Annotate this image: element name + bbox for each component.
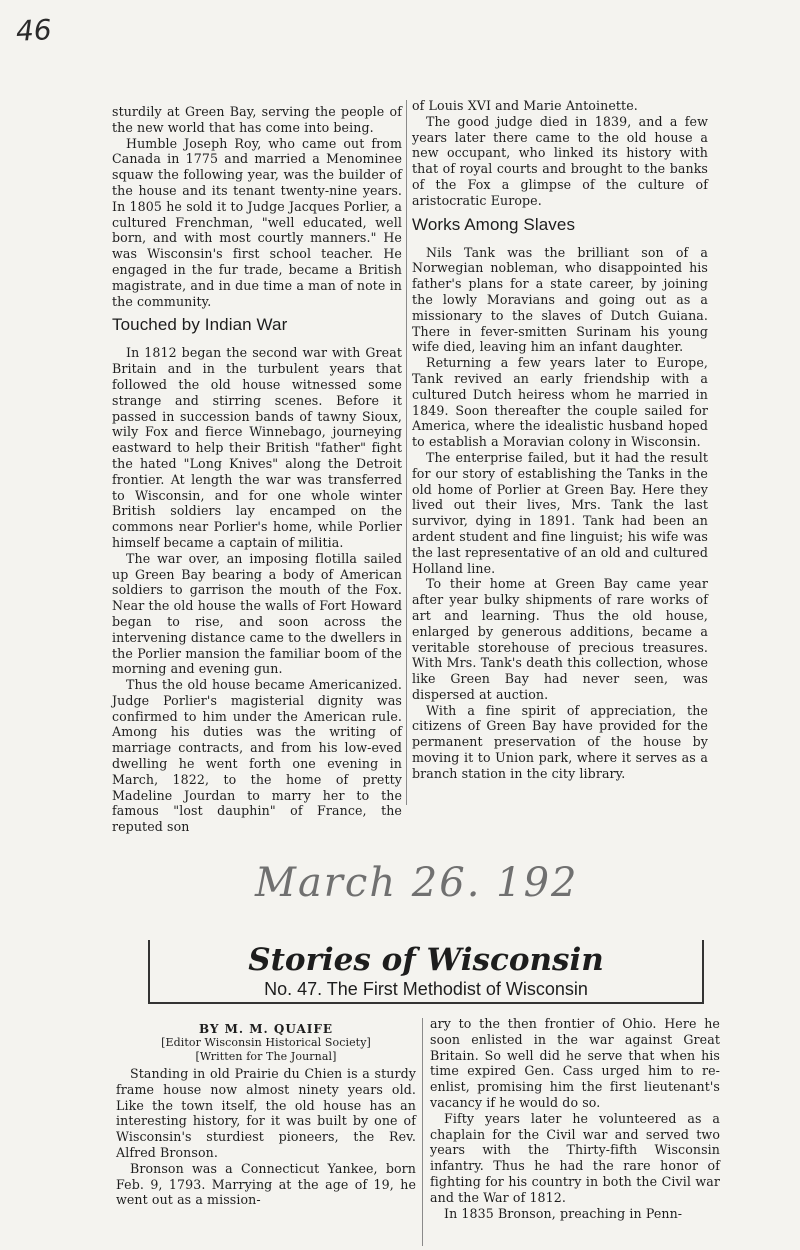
paragraph: In 1835 Bronson, preaching in Penn- [444, 1205, 683, 1221]
paragraph: With a fine spirit of appreciation, the citizens of Green Bay have provided for the permanent preservation of the house by moving it to Union park, where it serves as a branch station in the city library. [412, 702, 708, 781]
handwritten-date: March 26. 192 [255, 860, 579, 906]
masthead-title: Stories of Wisconsin [248, 942, 604, 978]
masthead-subtitle: No. 47. The First Methodist of Wisconsin [264, 979, 588, 999]
paragraph: Humble Joseph Roy, who came out from Canada in 1775 and married a Menominee squaw the following year, was the builder of the house and its tenant twenty-nine years. In 1805 he sold it to Judge Jacques Porlier, a cultured Frenchman, "well educated, well born, and with most courtly manners." He was Wisconsin's first school teacher. He engaged in the fur trade, became a British magistrate, and in due time a man of note in the community. [112, 135, 402, 309]
paragraph: Bronson was a Connecticut Yankee, born Feb. 9, 1793. Marrying at the age of 19, he went out as a mission- [116, 1160, 416, 1208]
article-column-2 [412, 98, 708, 782]
paragraph: To their home at Green Bay came year after year bulky shipments of rare works of art and learning. Thus the old house, enlarged by generous additions, became a veritable storehouse of precious treasures. With Mrs. Tank's death this collection, whose like Green Bay had never seen, was dispersed at auction. [412, 576, 708, 702]
byline-note: [Editor Wisconsin Historical Society] [161, 1036, 371, 1049]
paragraph: The war over, an imposing flotilla sailed up Green Bay bearing a body of American soldiers to garrison the mouth of the Fox. Near the old house the walls of Fort Howard began to rise, and soon across the intervening distance came to the dwellers in the Porlier mansion the familiar boom of the morning and evening gun. [112, 550, 402, 677]
paragraph: sturdily at Green Bay, serving the people of the new world that has come into being. [112, 104, 402, 135]
column-divider [422, 1018, 423, 1246]
byline: BY M. M. QUAIFE [198, 1022, 334, 1036]
paragraph: Fifty years later he volunteered as a chaplain for the Civil war and served two years with the Thirty-fifth Wisconsin infantry. Thus he had the rare honor of fighting for his country in both the Civil war and the War of 1812. [430, 1110, 720, 1205]
paragraph: In 1812 began the second war with Great Britain and in the turbulent years that followed the old house witnessed some strange and stirring scenes. Before it passed in succession bands of tawny Sioux, wily Fox and fierce Winnebago, journeying eastward to help their British "father" fight the hated "Long Knives" along the Detroit frontier. At length the war was transferred to Wisconsin, and for one whole winter British soldiers lay encamped on the commons near Porlier's home, while Porlier himself became a captain of militia. [112, 345, 402, 550]
paragraph: The enterprise failed, but it had the result for our story of establishing the Tanks in the old home of Porlier at Green Bay. Here they lived out their lives, Mrs. Tank the last survivor, dying in 1891. Tank had been an ardent student and fine linguist; his wife was the last representative of an old and cultured Holland line. [412, 449, 708, 576]
subheading-touched-by-indian-war: Touched by Indian War [112, 315, 288, 335]
paragraph: Standing in old Prairie du Chien is a sturdy frame house now almost ninety years old. Like the town itself, the old house has an interesting history, for it was built by one of Wisconsin's sturdiest pioneers, the Rev. Alfred Bronson. [116, 1066, 416, 1160]
article-column-1 [112, 104, 402, 835]
paragraph: Nils Tank was the brilliant son of a Norwegian nobleman, who disappointed his father's plans for a state career, by joining the lowly Moravians and going out as a missionary to the slaves of Dutch Guiana. There in fever-smitten Surinam his young wife died, leaving him an infant daughter. [412, 244, 708, 355]
paragraph: Returning a few years later to Europe, Tank revived an early friendship with a cultured Dutch heiress whom he married in 1849. Soon thereafter the couple sailed for America, where the idealistic husband hoped to establish a Moravian colony in Wisconsin. [412, 355, 708, 450]
paragraph: ary to the then frontier of Ohio. Here he soon enlisted in the war against Great Britain. So well did he serve that when his time expired Gen. Cass urged him to re-enlist, promising him the first lieutenant's vacancy if he would do so. [430, 1016, 720, 1110]
page-number: 46 [15, 13, 53, 48]
subheading-works-among-slaves: Works Among Slaves [412, 214, 576, 234]
paragraph: The good judge died in 1839, and a few years later there came to the old house a new occupant, who linked its history with that of royal courts and brought to the banks of the Fox a glimpse of the culture of aristocratic Europe. [412, 113, 708, 208]
article2-column-1 [116, 1022, 416, 1208]
masthead [148, 940, 704, 1004]
byline-note: [Written for The Journal] [195, 1050, 337, 1063]
paragraph: Thus the old house became Americanized. Judge Porlier's magisterial dignity was confirmed to him under the American rule. Among his duties was the writing of marriage contracts, and from his low-eved dwelling he went forth one evening in March, 1822, to the home of pretty Madeline Jourdan to marry her to the famous "lost dauphin" of France, the reputed son [112, 677, 402, 835]
paragraph: of Louis XVI and Marie Antoinette. [412, 98, 638, 113]
article2-column-2 [430, 1016, 720, 1221]
column-divider [406, 100, 407, 805]
